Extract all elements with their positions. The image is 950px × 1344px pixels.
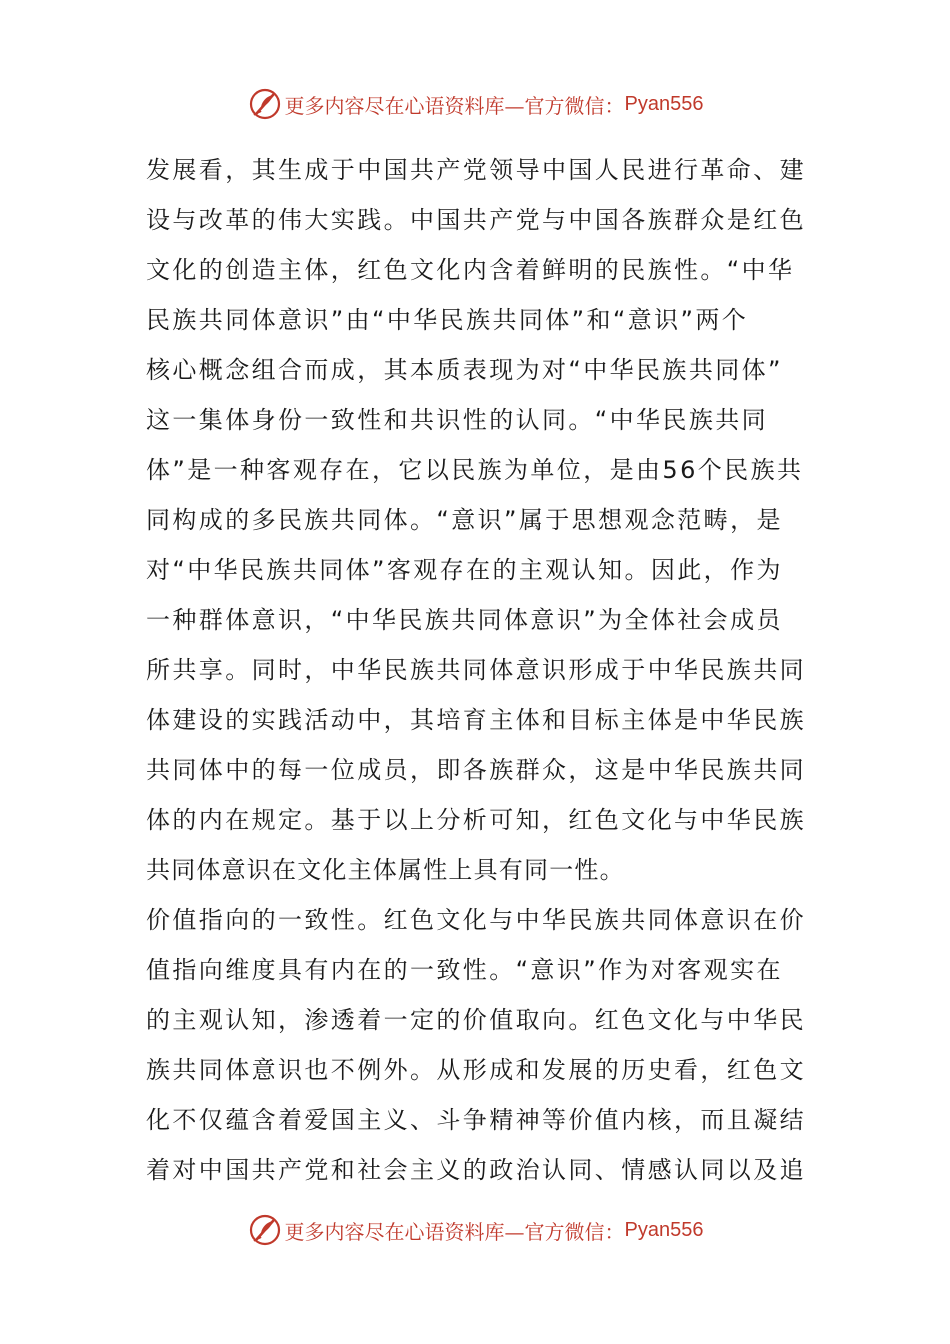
quill-logo-icon <box>247 1212 283 1248</box>
footer-watermark-text: 更多内容尽在心语资料库—官方微信： <box>284 1219 625 1244</box>
text-line: 所共享。同时，中华民族共同体意识形成于中华民族共同 <box>146 656 806 684</box>
footer-watermark <box>0 1210 950 1250</box>
text-line: 一种群体意识，“中华民族共同体意识”为全体社会成员 <box>146 606 783 634</box>
text-line: 共同体中的每一位成员，即各族群众，这是中华民族共同 <box>146 756 806 784</box>
text-line: 化不仅蕴含着爱国主义、斗争精神等价值内核，而且凝结 <box>146 1106 806 1134</box>
document-body <box>146 145 806 1195</box>
footer-watermark-handle: Pyan556 <box>624 1218 704 1241</box>
header-watermark <box>0 84 950 124</box>
text-line: 体的内在规定。基于以上分析可知，红色文化与中华民族 <box>146 806 806 834</box>
text-line: 体建设的实践活动中，其培育主体和目标主体是中华民族 <box>146 706 806 734</box>
text-line: 体”是一种客观存在，它以民族为单位，是由56个民族共 <box>146 456 804 484</box>
text-line: 价值指向的一致性。红色文化与中华民族共同体意识在价 <box>146 906 806 934</box>
text-line: 共同体意识在文化主体属性上具有同一性。 <box>146 856 625 884</box>
text-line: 这一集体身份一致性和共识性的认同。“中华民族共同 <box>146 406 769 434</box>
text-line: 文化的创造主体，红色文化内含着鲜明的民族性。“中华 <box>146 256 795 284</box>
text-line: 对“中华民族共同体”客观存在的主观认知。因此，作为 <box>146 556 783 584</box>
header-watermark-handle: Pyan556 <box>624 92 704 115</box>
text-line: 着对中国共产党和社会主义的政治认同、情感认同以及追 <box>146 1156 806 1184</box>
quill-logo-icon <box>247 86 283 122</box>
text-line: 民族共同体意识”由“中华民族共同体”和“意识”两个 <box>146 306 749 334</box>
text-line: 值指向维度具有内在的一致性。“意识”作为对客观实在 <box>146 956 783 984</box>
text-line: 的主观认知，渗透着一定的价值取向。红色文化与中华民 <box>146 1006 806 1034</box>
text-line: 核心概念组合而成，其本质表现为对“中华民族共同体” <box>146 356 783 384</box>
text-line: 发展看，其生成于中国共产党领导中国人民进行革命、建 <box>146 156 806 184</box>
text-line: 同构成的多民族共同体。“意识”属于思想观念范畴，是 <box>146 506 783 534</box>
text-line: 族共同体意识也不例外。从形成和发展的历史看，红色文 <box>146 1056 806 1084</box>
header-watermark-text: 更多内容尽在心语资料库—官方微信： <box>284 93 625 118</box>
text-line: 设与改革的伟大实践。中国共产党与中国各族群众是红色 <box>146 206 806 234</box>
